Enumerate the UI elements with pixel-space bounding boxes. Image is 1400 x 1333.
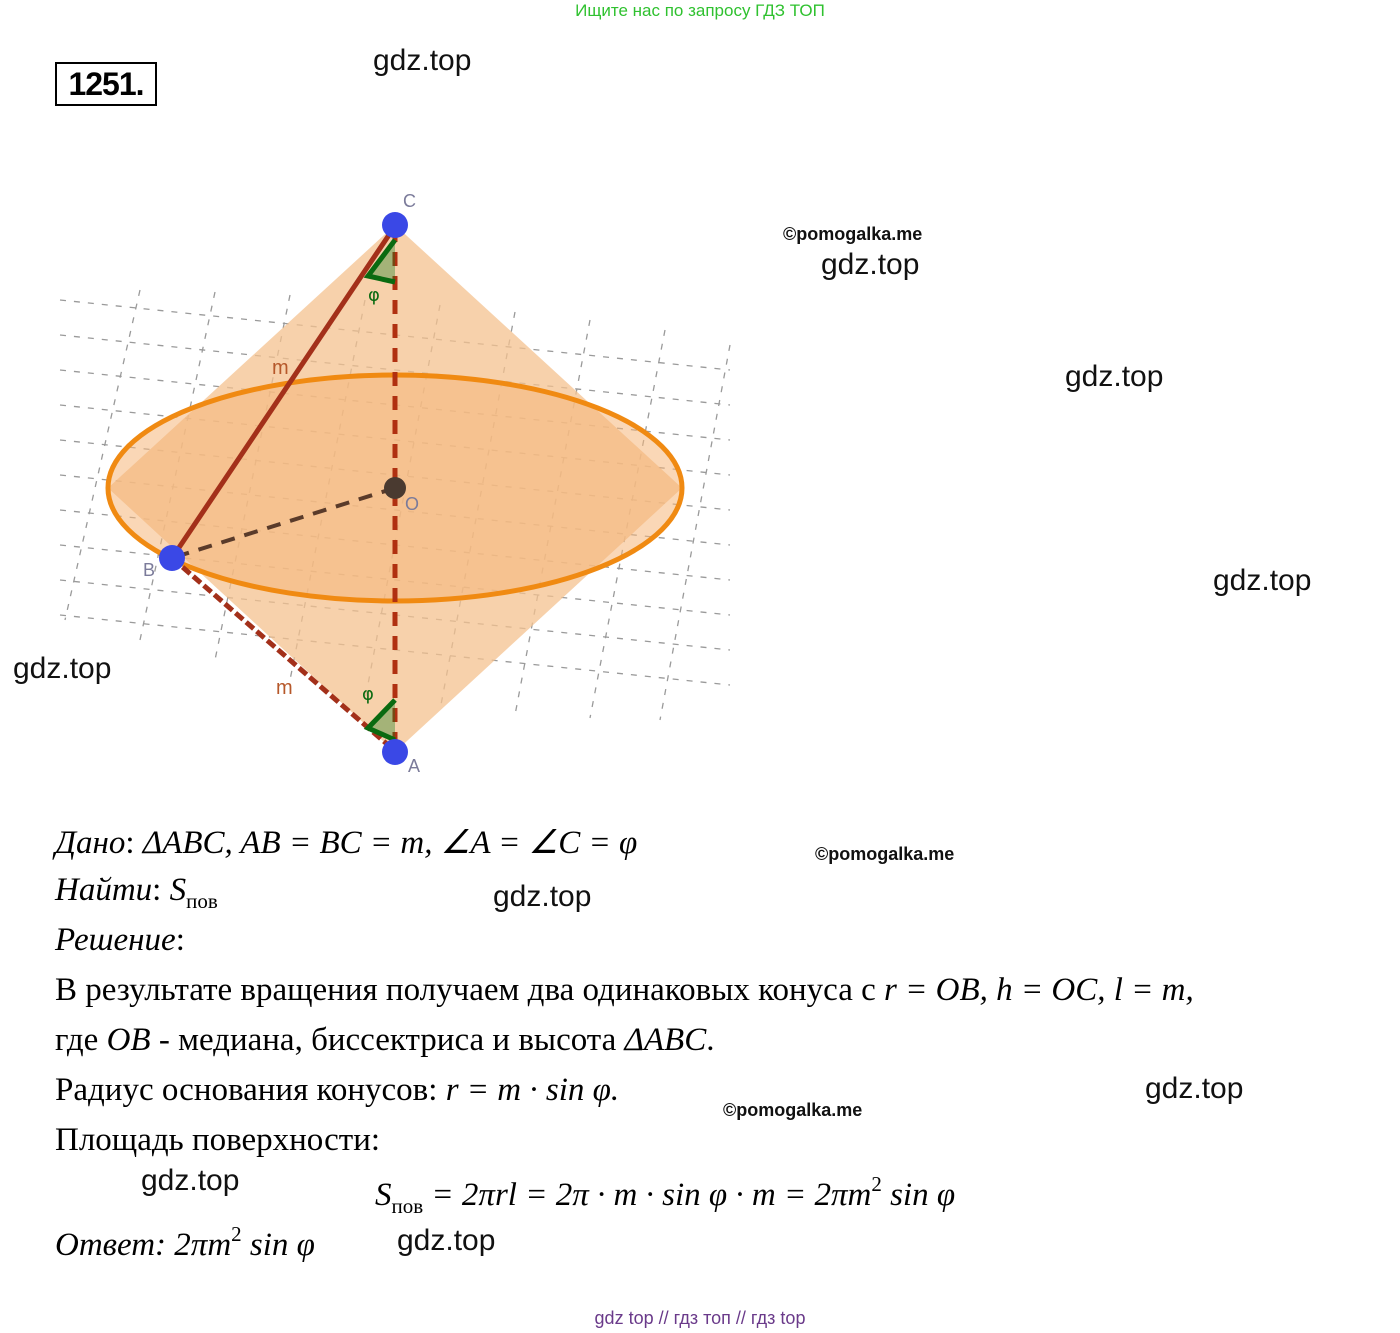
copyright-mark: ©pomogalka.me (783, 224, 923, 244)
label-C: C (403, 191, 416, 211)
footer-links[interactable]: gdz top // гдз топ // гдз top (594, 1308, 806, 1328)
surface-area-formula: $S_{пов} = 2\pi rl = 2\pi \cdot m \cdot \sin \varphi \cdot m = 2\pi m^2$ sin φ (375, 1172, 956, 1218)
cone-figure (55, 185, 745, 785)
watermark: gdz.top (13, 652, 112, 685)
copyright-mark: ©pomogalka.me (815, 844, 955, 864)
solution-label: Решение: (55, 922, 185, 958)
answer-line: Ответ: $2\pi m^2$ sin φ (55, 1222, 315, 1263)
watermark: gdz.top (1213, 564, 1312, 597)
watermark: gdz.top (397, 1224, 496, 1257)
find-line: Найти: $S_{пов}$ (55, 872, 218, 913)
watermark: gdz.top (141, 1164, 240, 1197)
point-A (382, 739, 408, 765)
label-phi-top: φ (368, 285, 380, 306)
watermark: gdz.top (493, 880, 592, 913)
label-m-bottom: m (276, 677, 293, 699)
point-O (384, 477, 406, 499)
watermark: gdz.top (1065, 360, 1164, 393)
watermark: gdz.top (821, 248, 920, 281)
label-m-top: m (272, 357, 289, 379)
point-C (382, 212, 408, 238)
point-B (159, 545, 185, 571)
watermark: gdz.top (373, 44, 472, 77)
label-B: B (143, 560, 156, 580)
problem-number: 1251. (55, 62, 157, 106)
copyright-mark: ©pomogalka.me (723, 1100, 863, 1120)
watermark: gdz.top (1145, 1072, 1244, 1105)
label-O: O (405, 494, 420, 514)
solution-line-4: Площадь поверхности: (55, 1122, 381, 1158)
label-A: A (408, 756, 421, 776)
top-banner[interactable]: Ищите нас по запросу ГДЗ ТОП (575, 1, 825, 20)
given-line: Дано: ΔABC, AB = BC = m, ∠A = ∠C = φ (55, 825, 638, 861)
solution-line-1: В результате вращения получаем два одинаковых конуса с r = OB, h = OC, l = m, (55, 972, 1194, 1008)
solution-line-3: Радиус основания конусов: r = m · sin φ. (55, 1072, 620, 1108)
label-phi-bottom: φ (362, 684, 374, 705)
solution-line-2: где OB - медиана, биссектриса и высота ΔABC. (55, 1022, 715, 1058)
